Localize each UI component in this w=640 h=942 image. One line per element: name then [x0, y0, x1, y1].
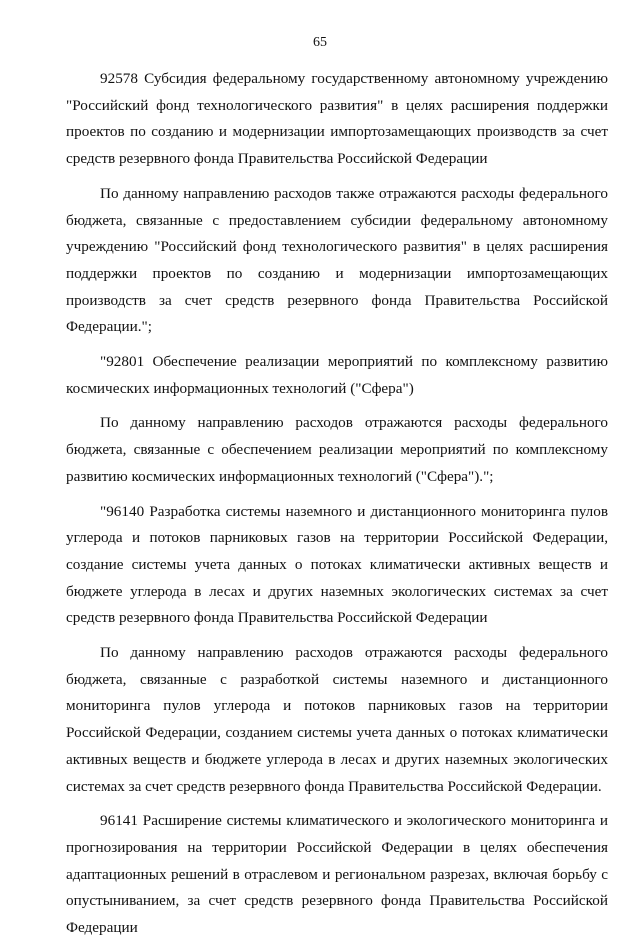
- paragraph-92578-description: По данному направлению расходов также отражаются расходы федерального бюджета, связанные с предоставлением субсидии федеральному автономному учреждению "Российский фонд технологического развития" в целях расширения поддержки проектов по созданию и модернизации импортозамещающих производств за счет средств резервного фонда Правительства Российской Федерации.";: [66, 184, 608, 336]
- page-number: 65: [313, 35, 327, 50]
- paragraph-92578-heading: 92578 Субсидия федеральному государственному автономному учреждению "Российский фонд технологического развития" в целях расширения поддержки проектов по созданию и модернизации импортозамещающих производств за счет средств резервного фонда Правительства Российской Федерации: [66, 70, 608, 168]
- paragraph-96140-heading: "96140 Разработка системы наземного и дистанционного мониторинга пулов углерода и потоков парниковых газов на территории Российской Федерации, создание системы учета данных о потоках климатически активных веществ и бюджете углерода в лесах и других наземных экологических системах за счет средств резервного фонда Правительства Российской Федерации: [66, 502, 608, 627]
- paragraph-96140-description: По данному направлению расходов отражаются расходы федерального бюджета, связанные с разработкой системы наземного и дистанционного мониторинга пулов углерода и потоков парниковых газов на территории Российской Федерации, созданием системы учета данных о потоках климатически активных веществ и бюджете углерода в лесах и других наземных экологических системах за счет средств резервного фонда Правительства Российской Федерации.: [66, 644, 608, 795]
- paragraph-96141-heading: 96141 Расширение системы климатического и экологического мониторинга и прогнозирования на территории Российской Федерации в целях обеспечения адаптационных решений в отраслевом и региональном разрезах, включая борьбу с опустыниванием, за счет средств резервного фонда Правительства Российской Федерации: [66, 812, 608, 937]
- document-body: [66, 66, 608, 942]
- paragraph-92801-description: По данному направлению расходов отражаются расходы федерального бюджета, связанные с обеспечением реализации мероприятий по комплексному развитию космических информационных технологий ("Сфера").";: [66, 414, 608, 485]
- paragraph-92801-heading: "92801 Обеспечение реализации мероприятий по комплексному развитию космических информационных технологий ("Сфера"): [66, 353, 608, 397]
